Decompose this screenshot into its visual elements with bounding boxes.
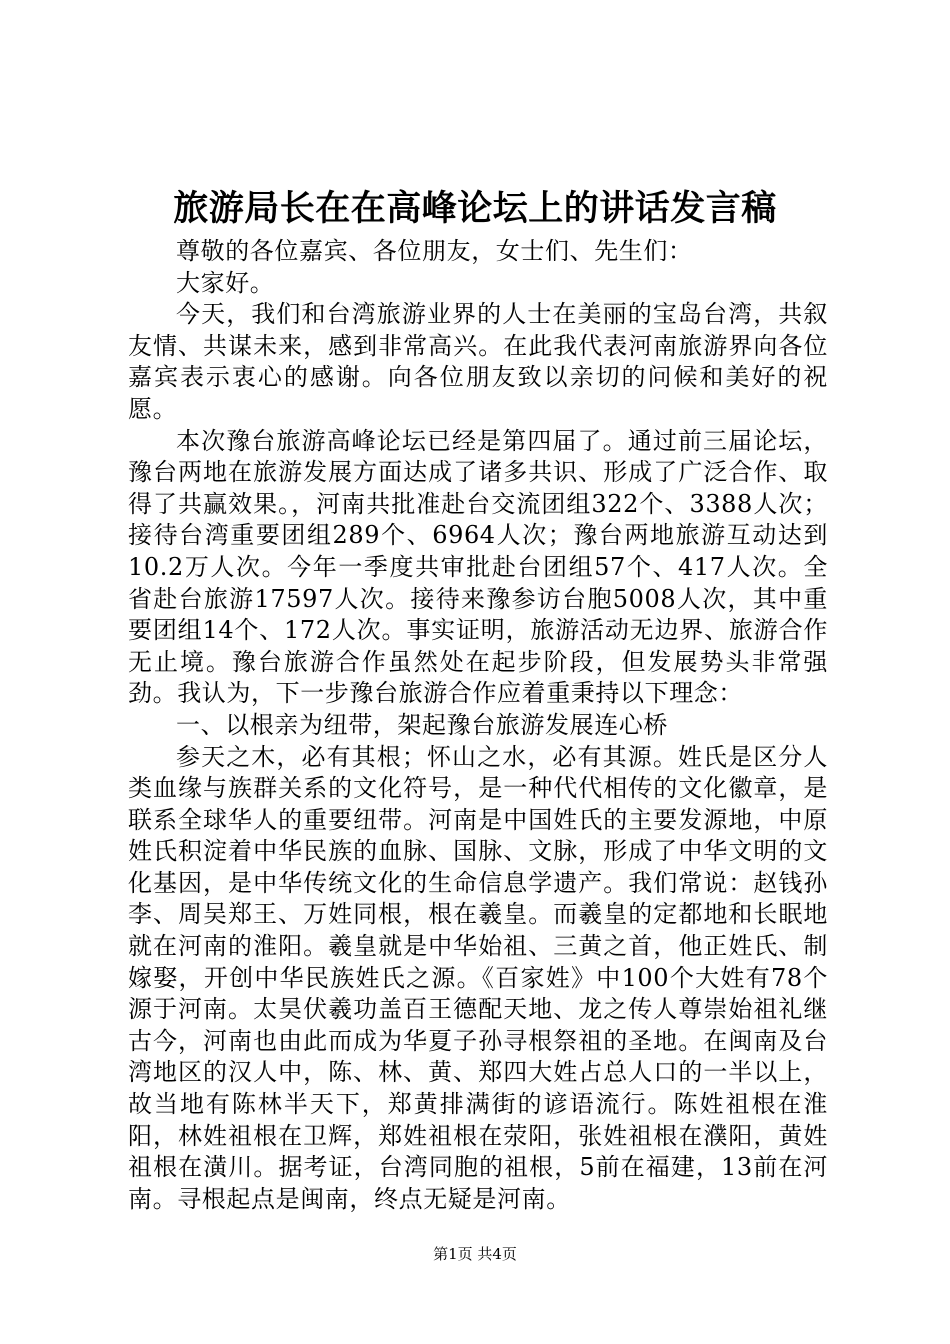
paragraph-opening: 今天，我们和台湾旅游业界的人士在美丽的宝岛台湾，共叙友情、共谋未来，感到非常高兴。在此我代表河南旅游界向各位嘉宾表示衷心的感谢。向各位朋友致以亲切的问候和美好的祝愿。 bbox=[128, 300, 828, 423]
paragraph-salutation: 尊敬的各位嘉宾、各位朋友，女士们、先生们： bbox=[176, 237, 693, 265]
paragraph-forum-review: 本次豫台旅游高峰论坛已经是第四届了。通过前三届论坛，豫台两地在旅游发展方面达成了诸多共识、形成了广泛合作、取得了共赢效果。，河南共批准赴台交流团组322个、3388人次；接待台湾重要团组289个、6964人次；豫台两地旅游互动达到10.2万人次。今年一季度共审批赴台团组57个、417人次。全省赴台旅游17597人次。接待来豫参访台胞5008人次，其中重要团组14个、172人次。事实证明，旅游活动无边界、旅游合作无止境。豫台旅游合作虽然处在起步阶段，但发展势头非常强劲。我认为，下一步豫台旅游合作应着重秉持以下理念： bbox=[128, 426, 828, 708]
section-heading: 一、以根亲为纽带，架起豫台旅游发展连心桥 bbox=[176, 710, 668, 739]
document-body bbox=[128, 236, 828, 1215]
paragraph-roots: 参天之木，必有其根；怀山之水，必有其源。姓氏是区分人类血缘与族群关系的文化符号，是一种代代相传的文化徽章，是联系全球华人的重要纽带。河南是中国姓氏的主要发源地，中原姓氏积淀着中华民族的血脉、国脉、文脉，形成了中华文明的文化基因，是中华传统文化的生命信息学遗产。我们常说：赵钱孙李、周吴郑王、万姓同根，根在羲皇。而羲皇的定都地和长眠地就在河南的淮阳。羲皇就是中华始祖、三黄之首，他正姓氏、制嫁娶，开创中华民族姓氏之源。《百家姓》中100个大姓有78个源于河南。太昊伏羲功盖百王德配天地、龙之传人尊崇始祖礼继古今，河南也由此而成为华夏子孙寻根祭祖的圣地。在闽南及台湾地区的汉人中，陈、林、黄、郑四大姓占总人口的一半以上，故当地有陈林半天下，郑黄排满街的谚语流行。陈姓祖根在淮阳，林姓祖根在卫辉，郑姓祖根在荥阳，张姓祖根在濮阳，黄姓祖根在潢川。据考证，台湾同胞的祖根，5前在福建，13前在河南。寻根起点是闽南，终点无疑是河南。 bbox=[128, 742, 828, 1213]
page-title: 旅游局长在在高峰论坛上的讲话发言稿 bbox=[173, 188, 777, 229]
paragraph-greeting: 大家好。 bbox=[176, 268, 275, 297]
page-footer: 第1页 共4页 bbox=[433, 1245, 517, 1263]
